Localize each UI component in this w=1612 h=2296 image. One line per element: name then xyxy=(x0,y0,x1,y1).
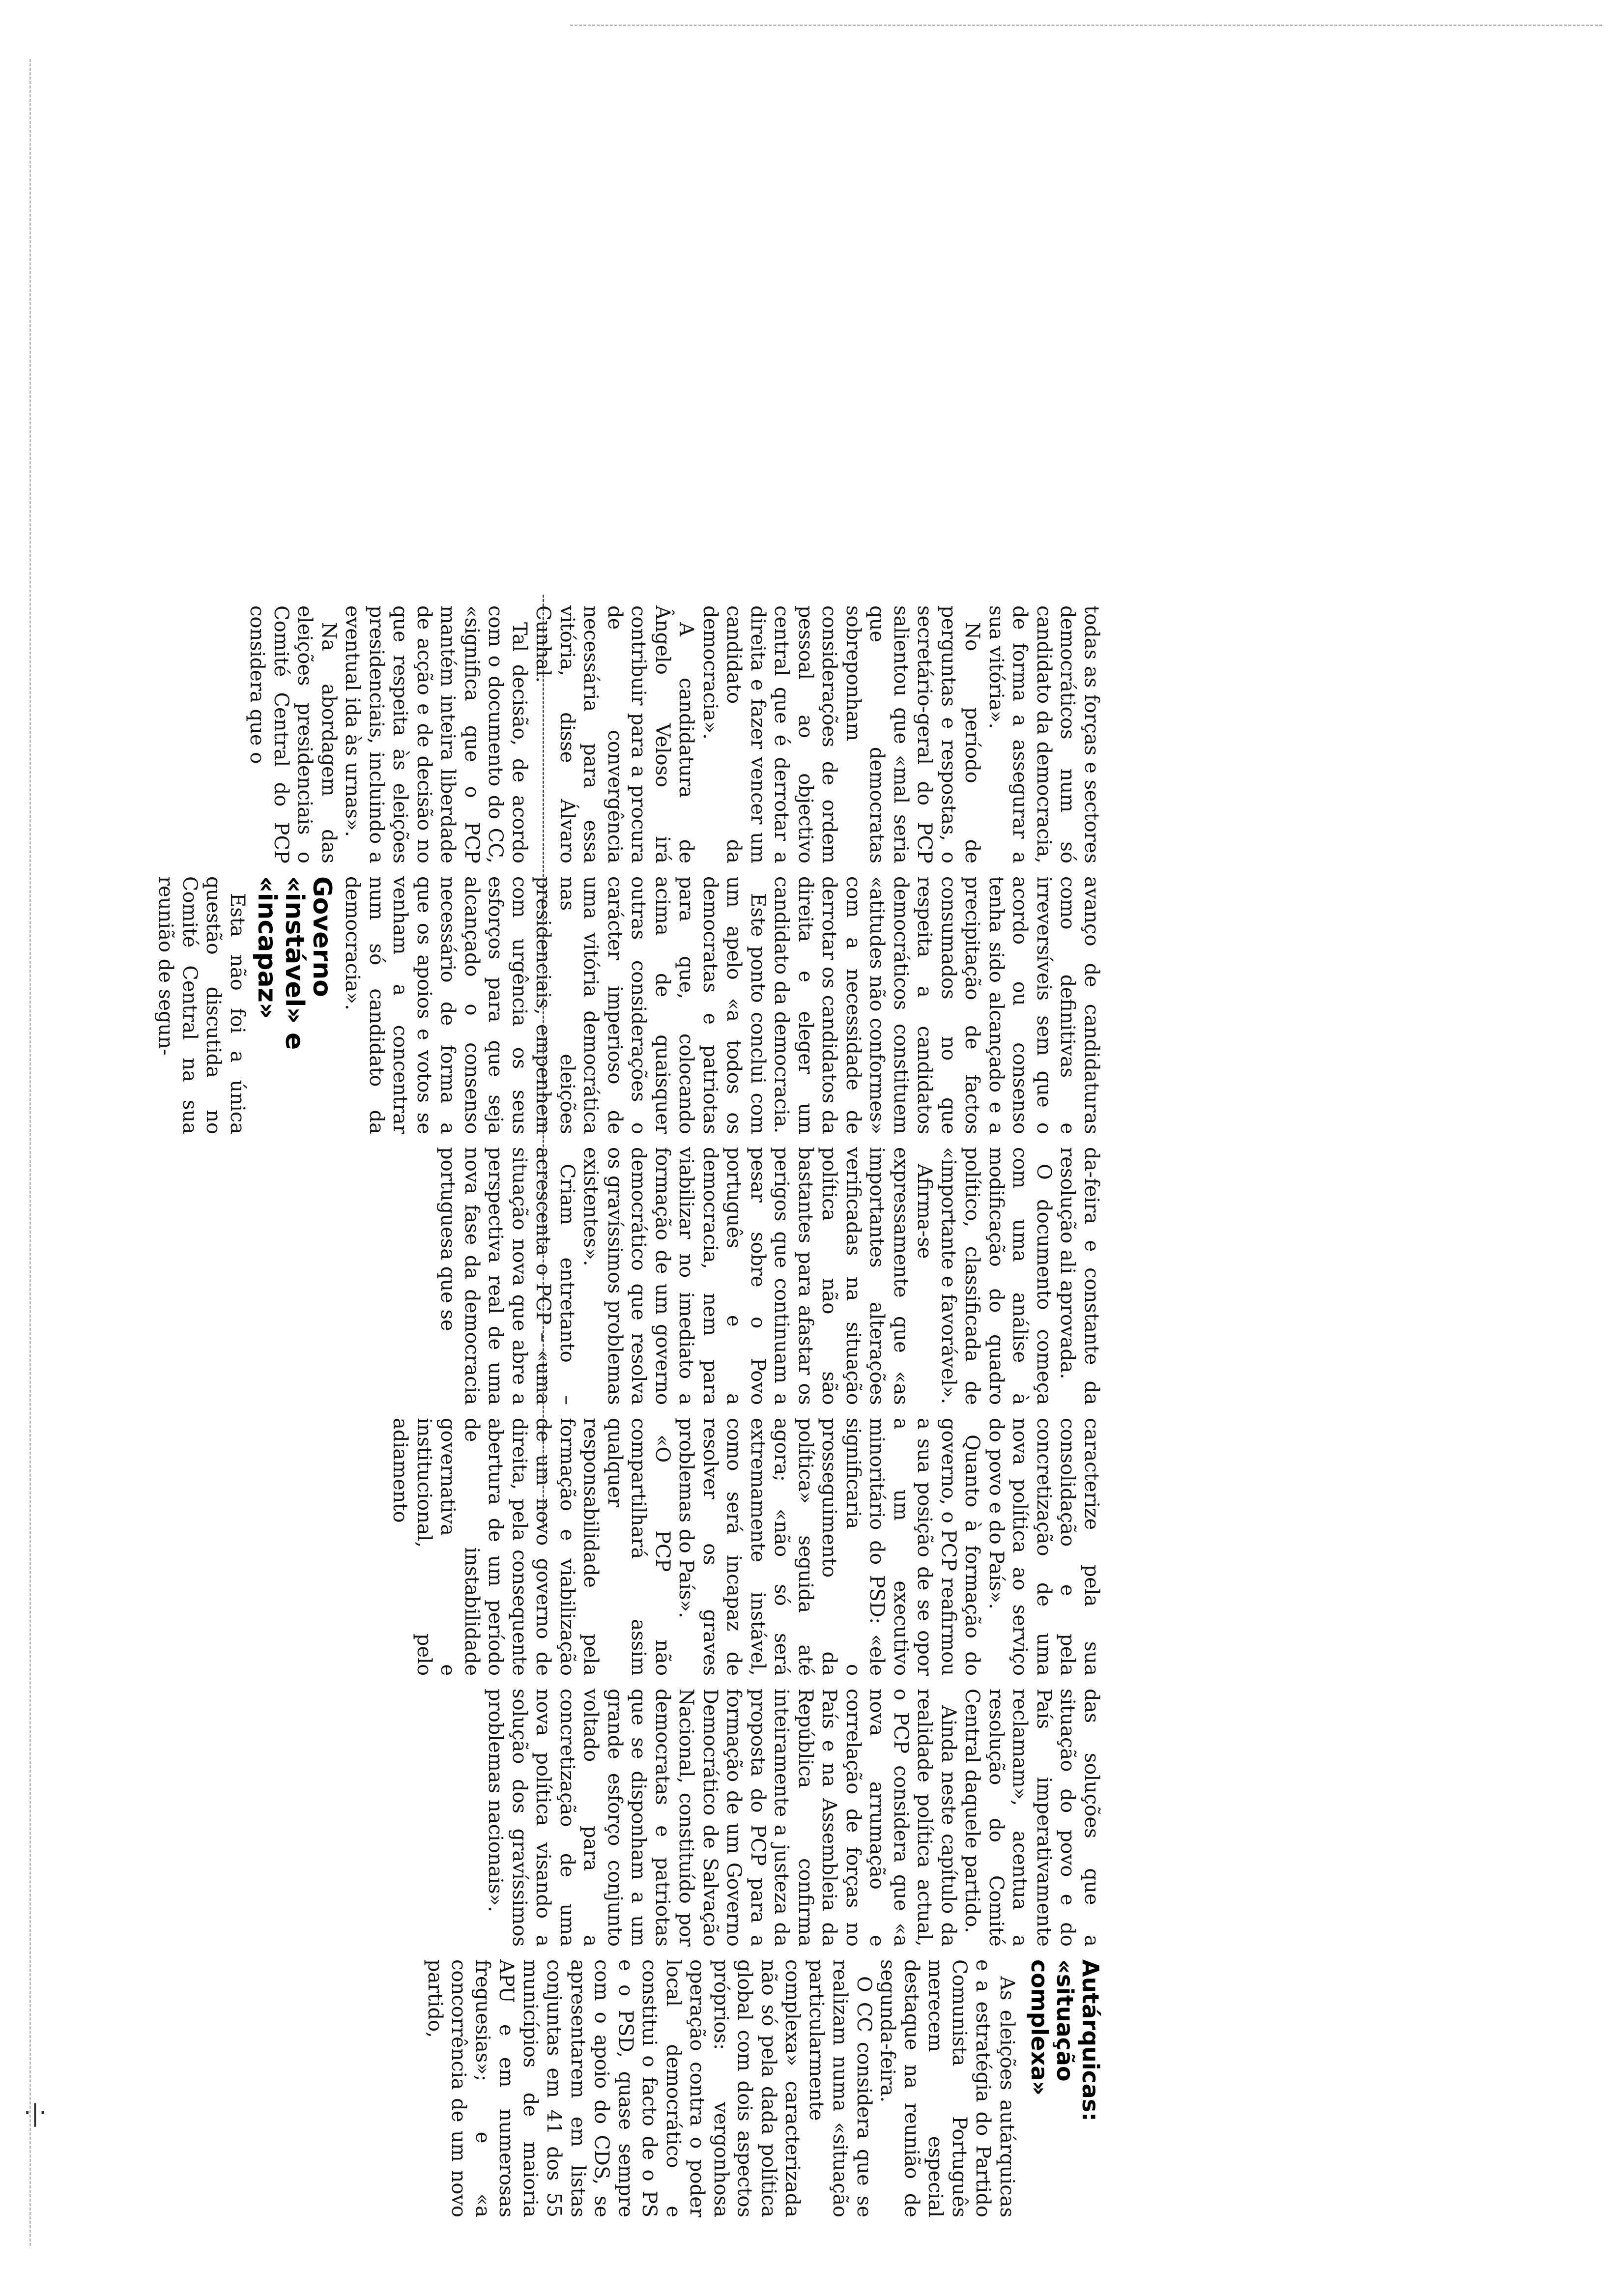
section-heading-autarquicas: Autárquicas: «situação complexa» xyxy=(1026,1959,1104,2122)
paragraph: No período de perguntas e respostas, o secretário-geral do PCP salientou que «mal seria que democratas sobreponham considerações de ordem pessoal ao objectivo central que é derrotar a direita e fazer vencer um candidato da democracia». xyxy=(699,605,984,863)
paragraph: Ainda neste capítulo da realidade política actual, o PCP considera que «a nova arrumação e correlação de forças no País e na Assembleia da República confirma inteiramente a justeza da proposta do PCP para a formação de um Governo Democrático de Salvação Nacional, constituído por democratas e patriotas que se disponham a um grande esforço conjunto voltado para a concretização de uma nova política visando a solução dos gravíssimos problemas nacionais». xyxy=(484,1689,960,1947)
paragraph: Este ponto conclui com um apelo «a todos os democratas e patriotas para que, colocando acima de quaisquer outras considerações o carácter imperioso de uma vitória democrática nas eleições presidenciais, empenhem com urgência os seus esforços para que seja alcançado o consenso necessário de forma a que os apoios e votos se venham a concentrar num só candidato da democracia». xyxy=(341,876,769,1134)
rotated-newspaper-page xyxy=(0,64,1103,2226)
paragraph: O documento começa com uma análise à modificação do quadro político, classificada de «importante e favorável». xyxy=(937,1147,1055,1405)
section-heading-governo: Governo «instável» e «incapaz» xyxy=(252,876,337,1050)
paragraph: As eleições autárquicas e a estratégia do Partido Comunista Português merecem especial destaque na reunião de segunda-feira. xyxy=(876,1959,1018,2217)
scan-corner-mark: ·|· xyxy=(24,2099,47,2127)
paragraph: O CC considera que se realizam numa «situação particularmente complexa» caracterizada não só pela dada política global com dois aspectos próprios: vergonhosa operação contra o poder local democrático e constitui o facto de o PS e o PSD, quase sempre com o apoio do CDS, se apresentarem em listas conjuntas em 41 dos 55 municípios de maioria APU e em numerosas freguesias»; e «a concorrência de um novo partido, xyxy=(424,1959,875,2217)
paragraph: Quanto à formação do governo, o PCP reafirmou a sua posição de se opor a um executivo minoritário do PSD: «ele significaria o prosseguimento da política» seguida até agora; «não só será extremamente instável, como será incapaz de resolver os graves problemas do País». xyxy=(675,1418,984,1676)
column-1 xyxy=(246,605,1103,863)
paragraph: Na abordagem das eleições presidenciais o Comité Central do PCP considera que o xyxy=(246,605,340,863)
column-2 xyxy=(154,876,1103,1134)
column-spacer xyxy=(553,64,1103,322)
column-3 xyxy=(436,1147,1103,1405)
column-4 xyxy=(389,1418,1103,1676)
paragraph: todas as forças e sectores democráticos num só candidato da democracia, de forma a assegurar a sua vitória». xyxy=(985,605,1103,863)
paragraph: Afirma-se expressamente que «as importantes alterações verificadas na situação política não são bastantes para afastar os perigos que continuam a pesar sobre o Povo português e a democracia, nem para viabilizar no imediato a formação de um governo democrático que resolva os gravíssimos problemas existentes». xyxy=(579,1147,936,1405)
article-tier-top xyxy=(154,64,1104,2226)
column-5 xyxy=(484,1689,1103,1947)
paragraph: Criam entretanto – acrescenta o PCP – «uma situação nova que abre a perspectiva real de uma nova fase da democracia portuguesa que se xyxy=(436,1147,578,1405)
paragraph: avanço de candidaturas como definitivas e irreversíveis sem que o acordo ou consenso tenha sido alcançado e a precipitação de factos consumados no que respeita a candidatos democráticos constituem «atitudes não conformes» com a necessidade de derrotar os candidatos da direita e eleger um candidato da democracia. xyxy=(770,876,1103,1134)
paragraph: das soluções que a situação do povo e do País imperativamente reclamam», acentua a resolução do Comité Central daquele partido. xyxy=(961,1689,1103,1947)
column-6 xyxy=(424,1959,1104,2217)
column-spacer xyxy=(553,335,1103,593)
paragraph: da-feira e constante da resolução ali aprovada. xyxy=(1056,1147,1103,1405)
scan-edge-top xyxy=(570,25,1602,26)
paragraph: A candidatura de Ângelo Veloso irá contribuir para a procura de convergência necessária para essa vitória, disse Álvaro Cunhal. xyxy=(532,605,698,863)
paragraph: «O PCP não compartilhará assim qualquer responsabilidade pela formação e viabilização de um novo governo de direita, pela consequente abertura de um período de instabilidade governativa e institucional, pelo adiamento xyxy=(389,1418,674,1676)
paragraph: Esta não foi a única questão discutida no Comité Central na sua reunião de segun- xyxy=(154,876,249,1134)
tier-divider xyxy=(543,595,544,1528)
paragraph: Tal decisão, de acordo com o documento do CC, «significa que o PCP mantém inteira liberdade de acção e de decisão no que respeita às eleições presidenciais, incluindo a eventual ida às urnas». xyxy=(341,605,531,863)
paragraph: caracterize pela sua consolidação e pela concretização de uma nova política ao serviço do povo e do País». xyxy=(985,1418,1103,1676)
